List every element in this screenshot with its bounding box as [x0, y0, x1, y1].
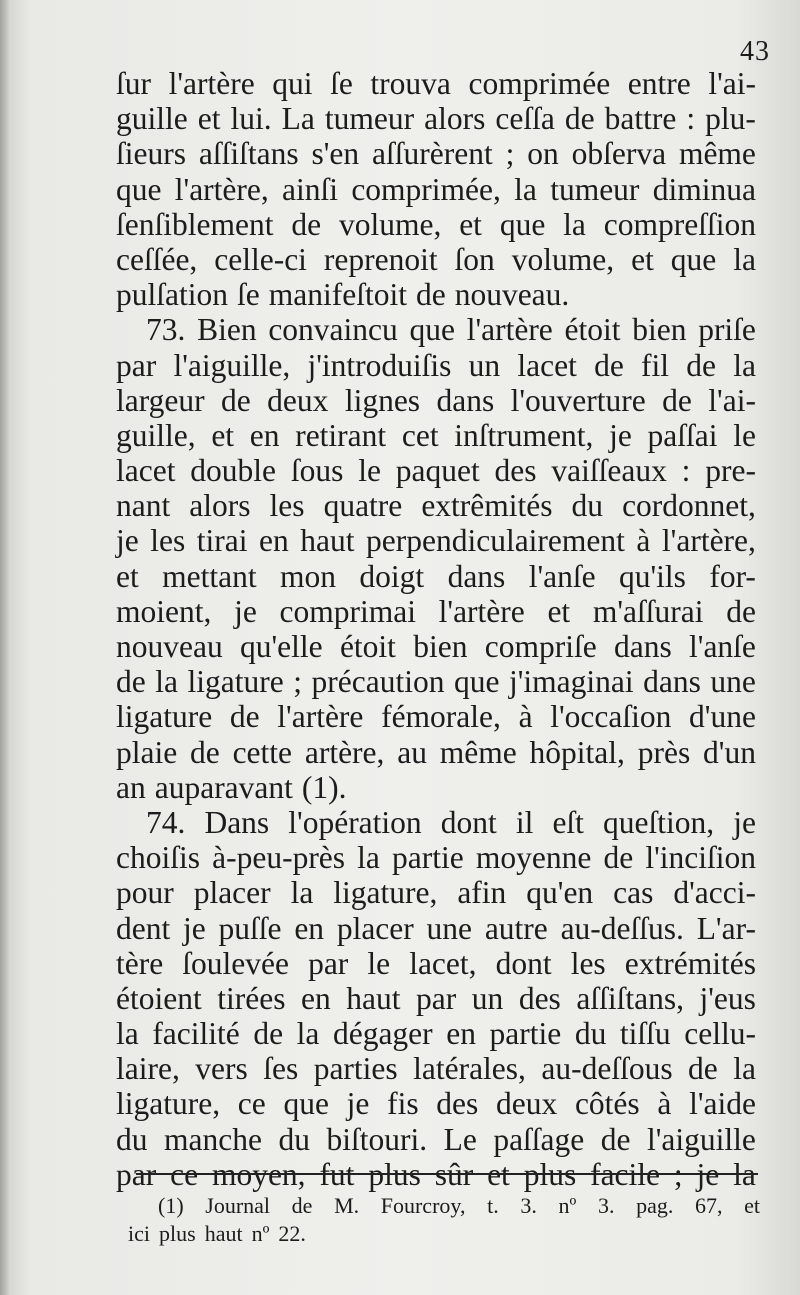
footnote-line: (1) Journal de M. Fourcroy, t. 3. nº 3. pag. 67, et [158, 1193, 760, 1218]
text-line: moient, je comprimai l'artère et m'aſſurai de [116, 593, 756, 629]
text-line: par ce moyen, fut plus sûr et plus facile ; je la [116, 1156, 756, 1192]
footnote-rule [136, 1173, 758, 1175]
text-line: je les tirai en haut perpendiculairement à l'artère, [116, 523, 756, 559]
text-line: 73. Bien convaincu que l'artère étoit bien priſe [146, 312, 756, 348]
page-number: 43 [740, 36, 770, 67]
text-line: que l'artère, ainſi comprimée, la tumeur diminua [116, 171, 756, 207]
footnote-line: ici plus haut nº 22. [128, 1221, 306, 1246]
text-line: ligature, ce que je fis des deux côtés à l'aide [116, 1086, 756, 1122]
text-line: largeur de deux lignes dans l'ouverture de l'ai- [116, 382, 756, 418]
text-line: et mettant mon doigt dans l'anſe qu'ils for- [116, 558, 756, 594]
text-line: ſur l'artère qui ſe trouva comprimée entre l'ai- [116, 66, 756, 101]
page-gutter-shadow [0, 0, 10, 1295]
text-line: nouveau qu'elle étoit bien compriſe dans l'anſe [116, 629, 756, 664]
text-line: par l'aiguille, j'introduiſis un lacet de fil de la [116, 347, 756, 383]
text-line: la facilité de la dégager en partie du tiſſu cellu- [116, 1016, 756, 1052]
text-line: an auparavant (1). [116, 769, 347, 805]
text-line: ſieurs aſſiſtans s'en aſſurèrent ; on obſerva même [116, 136, 756, 172]
text-line: laire, vers ſes parties latérales, au-deſſous de la [116, 1051, 756, 1087]
text-line: étoient tirées en haut par un des aſſiſtans, j'eus [116, 980, 756, 1016]
text-line: pour placer la ligature, afin qu'en cas d'acci- [116, 875, 756, 911]
text-line: ceſſée, celle-ci reprenoit ſon volume, et que la [116, 241, 756, 277]
text-line: nant alors les quatre extrêmités du cordonnet, [116, 488, 756, 524]
text-line: guille, et en retirant cet inſtrument, je paſſai le [116, 417, 756, 453]
text-line: pulſation ſe manifeſtoit de nouveau. [116, 277, 570, 313]
text-line: dent je puſſe en placer une autre au-deſſus. L'ar- [116, 910, 756, 946]
text-line: guille et lui. La tumeur alors ceſſa de battre : plu- [116, 101, 756, 137]
text-line: 74. Dans l'opération dont il eſt queſtion, je [146, 804, 756, 840]
body-text [116, 66, 756, 1192]
text-line: tère ſoulevée par le lacet, dont les extrémités [116, 945, 756, 981]
text-line: du manche du biſtouri. Le paſſage de l'aiguille [116, 1121, 756, 1157]
text-line: choiſis à-peu-près la partie moyenne de l'inciſion [116, 840, 756, 876]
text-line: lacet double ſous le paquet des vaiſſeaux : pre- [116, 453, 756, 489]
text-line: de la ligature ; précaution que j'imaginai dans une [116, 664, 756, 700]
text-line: plaie de cette artère, au même hôpital, près d'un [116, 734, 756, 770]
text-line: ligature de l'artère fémorale, à l'occaſion d'une [116, 699, 756, 735]
footnote [128, 1192, 760, 1248]
text-line: ſenſiblement de volume, et que la compreſſion [116, 206, 756, 242]
